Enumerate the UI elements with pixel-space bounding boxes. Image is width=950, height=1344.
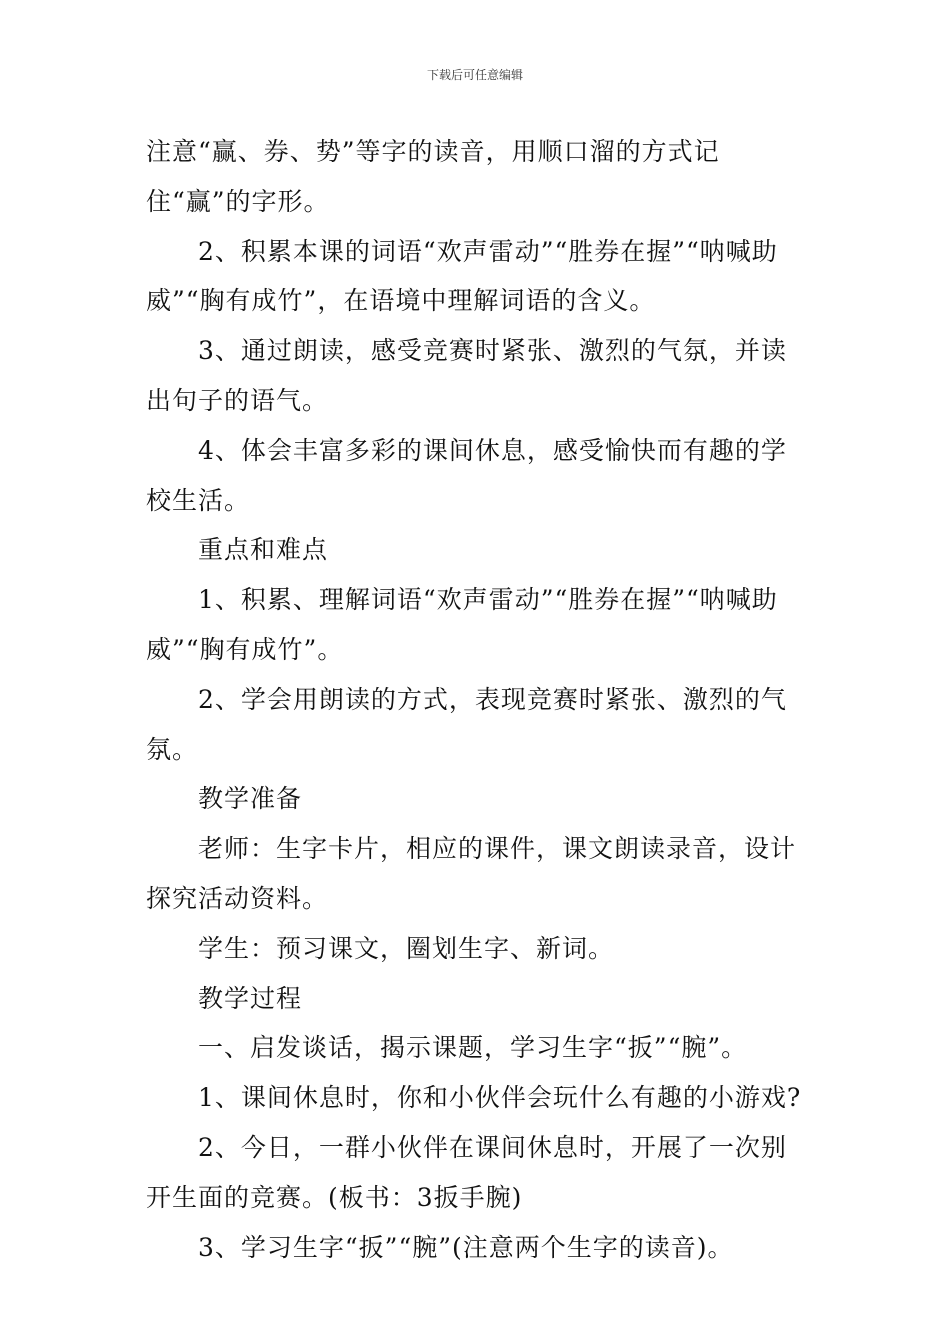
paragraph-10: 1、课间休息时，你和小伙伴会玩什么有趣的小游戏?: [198, 1083, 802, 1113]
page-header: 下载后可任意编辑: [426, 68, 523, 82]
paragraph-12: 3、学习生字“扳”“腕”(注意两个生字的读音)。: [198, 1232, 734, 1262]
document-body: [146, 127, 812, 1272]
paragraph-11: 2、今日，一群小伙伴在课间休息时，开展了一次别开生面的竞赛。(板书：3扳手腕): [146, 1132, 787, 1212]
paragraph-7: 老师：生字卡片，相应的课件，课文朗读录音，设计探究活动资料。: [146, 834, 797, 913]
paragraph-9: 一、启发谈话，揭示课题，学习生字“扳”“腕”。: [198, 1033, 748, 1063]
section-heading-key-points: 重点和难点: [198, 535, 329, 565]
section-heading-preparation: 教学准备: [198, 784, 303, 814]
paragraph-8: 学生：预习课文，圈划生字、新词。: [198, 933, 615, 963]
paragraph-2: 2、积累本课的词语“欢声雷动”“胜券在握”“呐喊助威”“胸有成竹”，在语境中理解词语的含义。: [146, 236, 778, 316]
paragraph-5: 1、积累、理解词语“欢声雷动”“胜券在握”“呐喊助威”“胸有成竹”。: [146, 585, 778, 664]
paragraph-6: 2、学会用朗读的方式，表现竞赛时紧张、激烈的气氛。: [146, 684, 787, 764]
paragraph-1: 注意“赢、券、势”等字的读音，用顺口溜的方式记住“赢”的字形。: [146, 137, 720, 216]
paragraph-4: 4、体会丰富多彩的课间休息，感受愉快而有趣的学校生活。: [146, 435, 787, 515]
section-heading-process: 教学过程: [198, 983, 303, 1013]
paragraph-3: 3、通过朗读，感受竞赛时紧张、激烈的气氛，并读出句子的语气。: [146, 336, 787, 415]
